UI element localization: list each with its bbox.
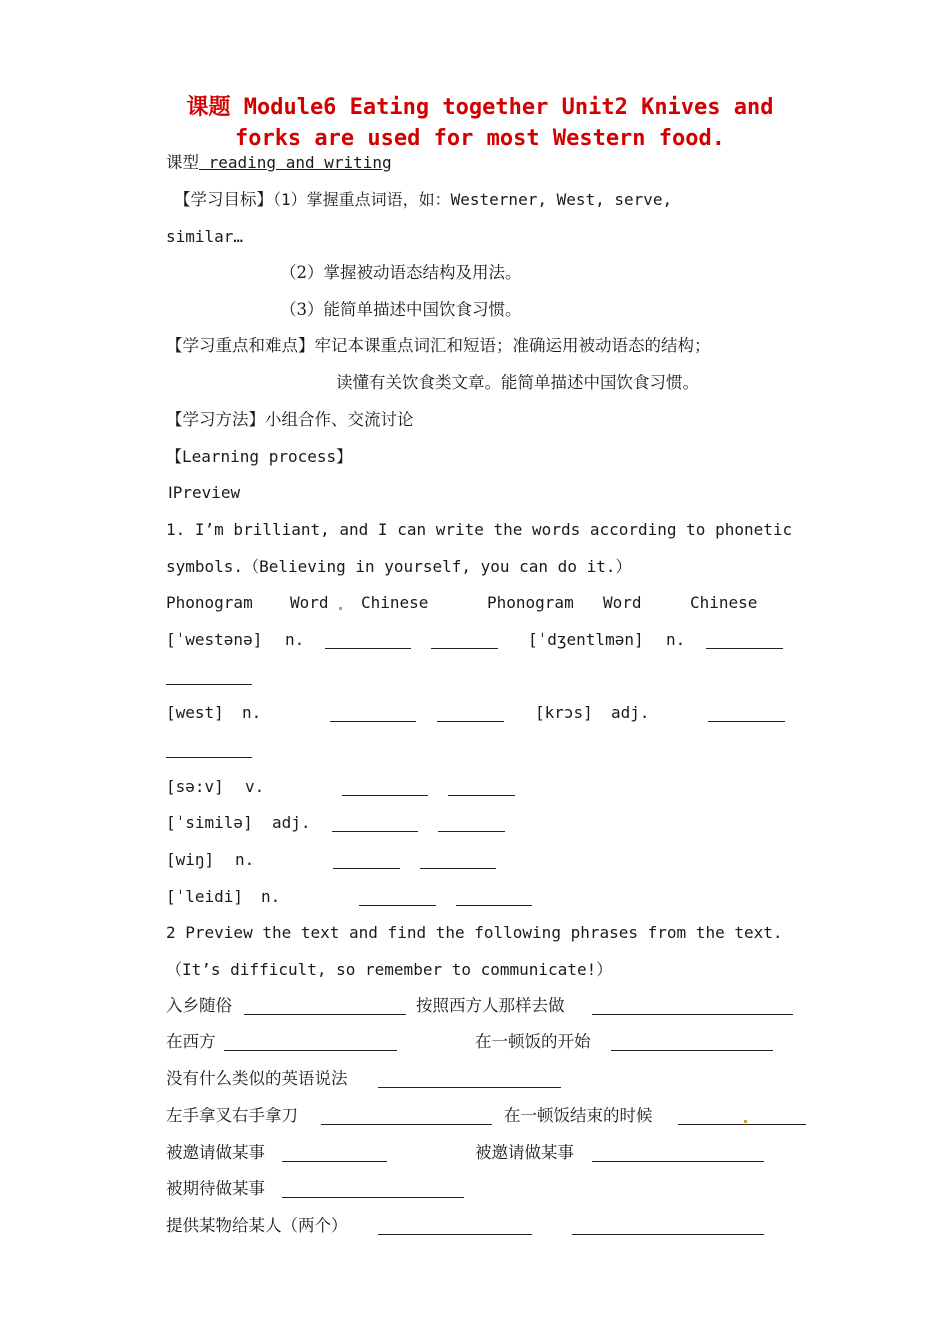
- phonetic-pos: n.: [242, 703, 262, 722]
- word-blank[interactable]: [333, 854, 400, 869]
- phrase-item: 被期待做某事: [166, 1179, 265, 1198]
- methods-label: 【学习方法】: [166, 410, 265, 429]
- phrase-blank[interactable]: [244, 1000, 406, 1015]
- phrase-blank[interactable]: [224, 1036, 397, 1051]
- phrase-blank[interactable]: [592, 1147, 764, 1162]
- phonetic-pos: adj.: [272, 813, 311, 832]
- key-points-row: [166, 336, 711, 356]
- methods-text: 小组合作、交流讨论: [265, 410, 414, 429]
- chinese-blank[interactable]: [456, 891, 532, 906]
- phonetic-pos: n.: [285, 630, 305, 649]
- word-blank[interactable]: [342, 781, 428, 796]
- phrase-blank[interactable]: [678, 1110, 806, 1125]
- key-points-label: 【学习重点和难点】: [166, 336, 315, 355]
- phrase-blank[interactable]: [321, 1110, 492, 1125]
- chinese-blank[interactable]: [448, 781, 515, 796]
- lesson-type-value: reading and writing: [199, 153, 392, 172]
- phrase-blank[interactable]: [378, 1220, 532, 1235]
- objective-2: （2）掌握被动语态结构及用法。: [280, 263, 522, 282]
- word-blank[interactable]: [359, 891, 436, 906]
- chinese-blank[interactable]: [438, 817, 505, 832]
- phonetic-symbol: [wiŋ]: [166, 850, 215, 869]
- phrase-blank[interactable]: [282, 1183, 464, 1198]
- title-line-2: forks are used for most Western food.: [234, 126, 726, 151]
- phrase-item: 按照西方人那样去做: [416, 996, 565, 1015]
- phrase-item: 在一顿饭的开始: [475, 1032, 591, 1051]
- header-phonogram: Phonogram: [166, 593, 253, 612]
- phrase-item: 被邀请做某事: [166, 1143, 265, 1162]
- stray-dot: [744, 1120, 747, 1123]
- preview-heading: ⅠPreview: [168, 483, 241, 502]
- task1-line-2: symbols.（Believing in yourself, you can do it.）: [166, 557, 632, 576]
- phrase-item: 入乡随俗: [166, 996, 232, 1015]
- phrase-blank[interactable]: [592, 1000, 793, 1015]
- phonetic-symbol: [west]: [166, 703, 224, 722]
- objective-1: （1）掌握重点词语，如：Westerner, West, serve,: [273, 190, 673, 209]
- objective-3: （3）能简单描述中国饮食习惯。: [280, 300, 522, 319]
- task2-line-1: 2 Preview the text and find the following phrases from the text.: [166, 923, 783, 942]
- chinese-blank[interactable]: [420, 854, 496, 869]
- word-blank[interactable]: [325, 634, 411, 649]
- phonetic-pos: n.: [235, 850, 255, 869]
- task1-line-1: 1. I’m brilliant, and I can write the words according to phonetic: [166, 520, 793, 539]
- chinese-blank[interactable]: [166, 743, 252, 758]
- phrase-blank[interactable]: [611, 1036, 773, 1051]
- chinese-blank[interactable]: [437, 707, 504, 722]
- chinese-blank[interactable]: [166, 670, 252, 685]
- phrase-item: 提供某物给某人（两个）: [166, 1216, 348, 1235]
- word-blank[interactable]: [330, 707, 416, 722]
- header-word-2: Word: [603, 593, 642, 612]
- phonetic-symbol: [sə:v]: [166, 777, 224, 796]
- phonetic-pos: n.: [666, 630, 686, 649]
- phrase-blank[interactable]: [572, 1220, 764, 1235]
- key-points-text-2: 读懂有关饮食类文章。能简单描述中国饮食习惯。: [336, 373, 699, 392]
- objectives-label: 【学习目标】: [174, 190, 273, 209]
- header-chinese: Chinese: [361, 593, 429, 612]
- lesson-type-row: [166, 153, 392, 173]
- phrase-item: 左手拿叉右手拿刀: [166, 1106, 298, 1125]
- word-blank[interactable]: [332, 817, 418, 832]
- process-heading: 【Learning process】: [166, 447, 353, 466]
- chinese-blank[interactable]: [431, 634, 498, 649]
- header-chinese-2: Chinese: [690, 593, 758, 612]
- phonetic-pos: v.: [245, 777, 265, 796]
- objectives-row: [174, 190, 672, 210]
- word-blank[interactable]: [708, 707, 785, 722]
- objective-1-cont: similar…: [166, 227, 244, 246]
- phrase-blank[interactable]: [282, 1147, 387, 1162]
- phrase-item: 在一顿饭结束的时候: [504, 1106, 653, 1125]
- phrase-item: 没有什么类似的英语说法: [166, 1069, 348, 1088]
- phonetic-symbol: [ˈleidi]: [166, 887, 244, 906]
- phonetic-symbol: [ˈwestənə]: [166, 630, 263, 649]
- word-blank[interactable]: [706, 634, 783, 649]
- task2-line-2: （It’s difficult, so remember to communicate!）: [166, 960, 613, 979]
- phrase-item: 在西方: [166, 1032, 216, 1051]
- header-word: Word: [290, 593, 329, 612]
- title-line-1: 课题 Module6 Eating together Unit2 Knives and: [186, 95, 774, 120]
- phrase-item: 被邀请做某事: [475, 1143, 574, 1162]
- phonetic-symbol: [ˈdʒentlmən]: [528, 630, 644, 649]
- phonetic-symbol: [ˈsimilə]: [166, 813, 253, 832]
- header-phonogram-2: Phonogram: [487, 593, 574, 612]
- phonetic-pos: adj.: [611, 703, 650, 722]
- lesson-type-label: 课型: [166, 153, 199, 172]
- methods-row: [166, 410, 414, 430]
- phonetic-pos: n.: [261, 887, 281, 906]
- stray-dot: [339, 607, 342, 610]
- phrase-blank[interactable]: [378, 1073, 561, 1088]
- page-title: [160, 92, 800, 154]
- key-points-text-1: 牢记本课重点词汇和短语；准确运用被动语态的结构；: [314, 336, 711, 355]
- phonetic-symbol: [krɔs]: [535, 703, 593, 722]
